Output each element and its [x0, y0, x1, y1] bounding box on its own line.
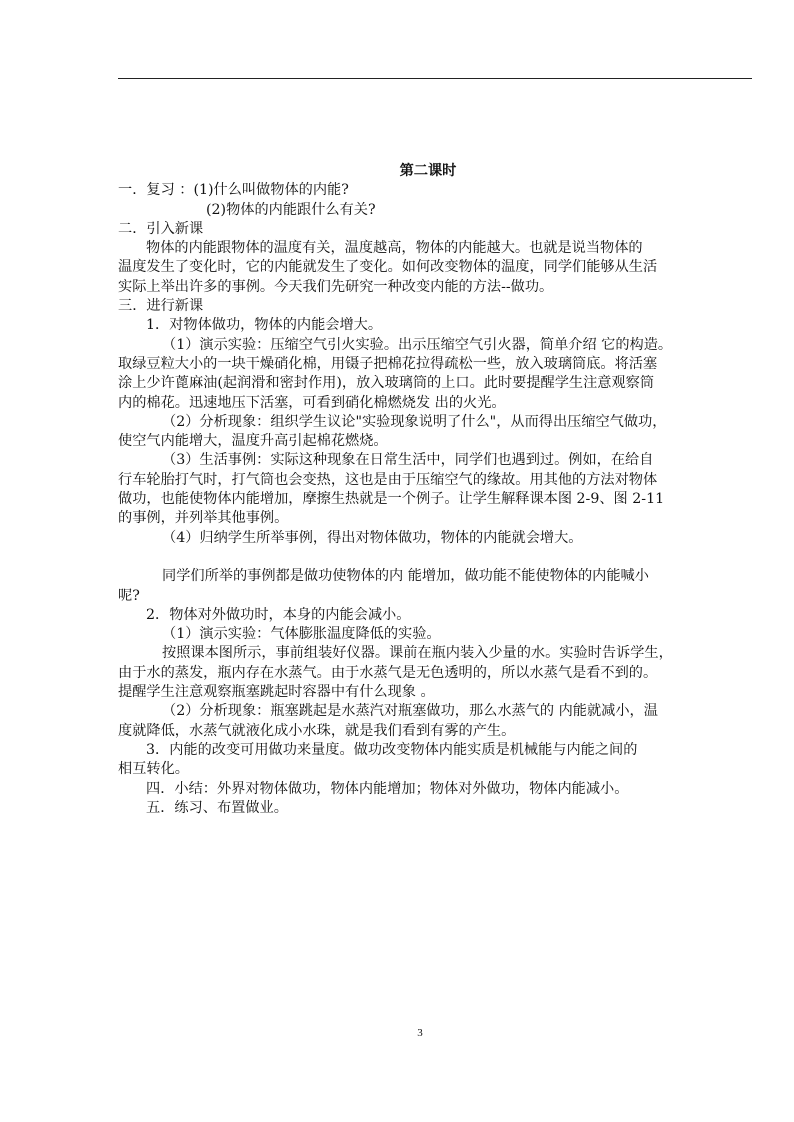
lesson-title: 第二课时 [399, 163, 457, 179]
exercise-heading: 五．练习、布置做业。 [146, 799, 288, 816]
paragraph-line: （1）演示实验：压缩空气引火实验。出示压缩空气引火器，简单介绍 它的构造。 [162, 336, 673, 353]
paragraph-line: 温度发生了变化时，它的内能就发生了变化。如何改变物体的温度，同学们能够从生活 [118, 259, 658, 276]
header-rule [118, 78, 752, 79]
subsection-heading: 3．内能的改变可用做功来量度。做功改变物体内能实质是机械能与内能之间的 [146, 741, 638, 758]
review-heading: 一．复习 ：(1)什么叫做物体的内能? [118, 182, 349, 199]
paragraph-line: （2）分析现象：瓶塞跳起是水蒸汽对瓶塞做功，那么水蒸气的 内能就减小，温 [162, 703, 658, 720]
paragraph-line: （2）分析现象：组织学生议论"实验现象说明了什么"，从而得出压缩空气做功， [162, 413, 667, 430]
blank-line [118, 548, 724, 567]
paragraph-line: 的事例，并列举其他事例。 [118, 510, 289, 527]
document-body [118, 162, 724, 818]
paragraph-line: （4）归纳学生所举事例，得出对物体做功，物体的内能就会增大。 [162, 529, 583, 546]
paragraph-line: 使空气内能增大，温度升高引起棉花燃烧。 [118, 433, 388, 450]
paragraph-line: 按照课本图所示，事前组装好仪器。课前在瓶内装入少量的水。实验时告诉学生， [162, 645, 673, 662]
summary-heading: 四．小结：外界对物体做功，物体内能增加；物体对外做功，物体内能减小。 [146, 780, 629, 797]
paragraph-line: 由于水的蒸发，瓶内存在水蒸气。由于水蒸气是无色透明的，所以水蒸气是看不到的。 [118, 664, 658, 681]
paragraph-line: 相互转化。 [118, 761, 189, 778]
paragraph-line: 呢? [118, 587, 140, 604]
section-heading-new-lesson: 三．进行新课 [118, 298, 204, 315]
paragraph-line: 同学们所举的事例都是做功使物体的内 能增加，做功能不能使物体的内能喊小 [162, 568, 649, 585]
paragraph-line: 涂上少许蓖麻油(起润滑和密封作用)，放入玻璃筒的上口。此时要提醒学生注意观察筒 [118, 375, 655, 392]
page-number: 3 [417, 1027, 423, 1039]
paragraph-line: 物体的内能跟物体的温度有关，温度越高，物体的内能越大。也就是说当物体的 [146, 240, 643, 257]
paragraph-line: 取绿豆粒大小的一块干燥硝化棉，用镊子把棉花拉得疏松一些，放入玻璃筒底。将活塞 [118, 355, 658, 372]
subsection-heading: 2．物体对外做功时，本身的内能会减小。 [146, 606, 411, 623]
subsection-heading: 1．对物体做功，物体的内能会增大。 [146, 317, 383, 334]
paragraph-line: 实际上举出许多的事例。今天我们先研究一种改变内能的方法--做功。 [118, 278, 554, 295]
paragraph-line: （3）生活事例：实际这种现象在日常生活中，同学们也遇到过。例如，在给自 [162, 452, 654, 469]
review-question-2: (2)物体的内能跟什么有关? [206, 201, 376, 218]
paragraph-line: 行车轮胎打气时，打气筒也会变热，这也是由于压缩空气的缘故。用其他的方法对物体 [118, 471, 658, 488]
paragraph-line: 提醒学生注意观察瓶塞跳起时容器中有什么现象 。 [118, 684, 435, 701]
paragraph-line: （1）演示实验：气体膨胀温度降低的实验。 [162, 626, 441, 643]
section-heading-intro: 二．引入新课 [118, 220, 204, 237]
paragraph-line: 度就降低，水蒸气就液化成小水珠，就是我们看到有雾的产生。 [118, 722, 516, 739]
paragraph-line: 做功，也能使物体内能增加，摩擦生热就是一个例子。让学生解释课本图 2-9、图 2-11 [118, 491, 665, 508]
paragraph-line: 内的棉花。迅速地压下活塞，可看到硝化棉燃烧发 出的火光。 [118, 394, 506, 411]
